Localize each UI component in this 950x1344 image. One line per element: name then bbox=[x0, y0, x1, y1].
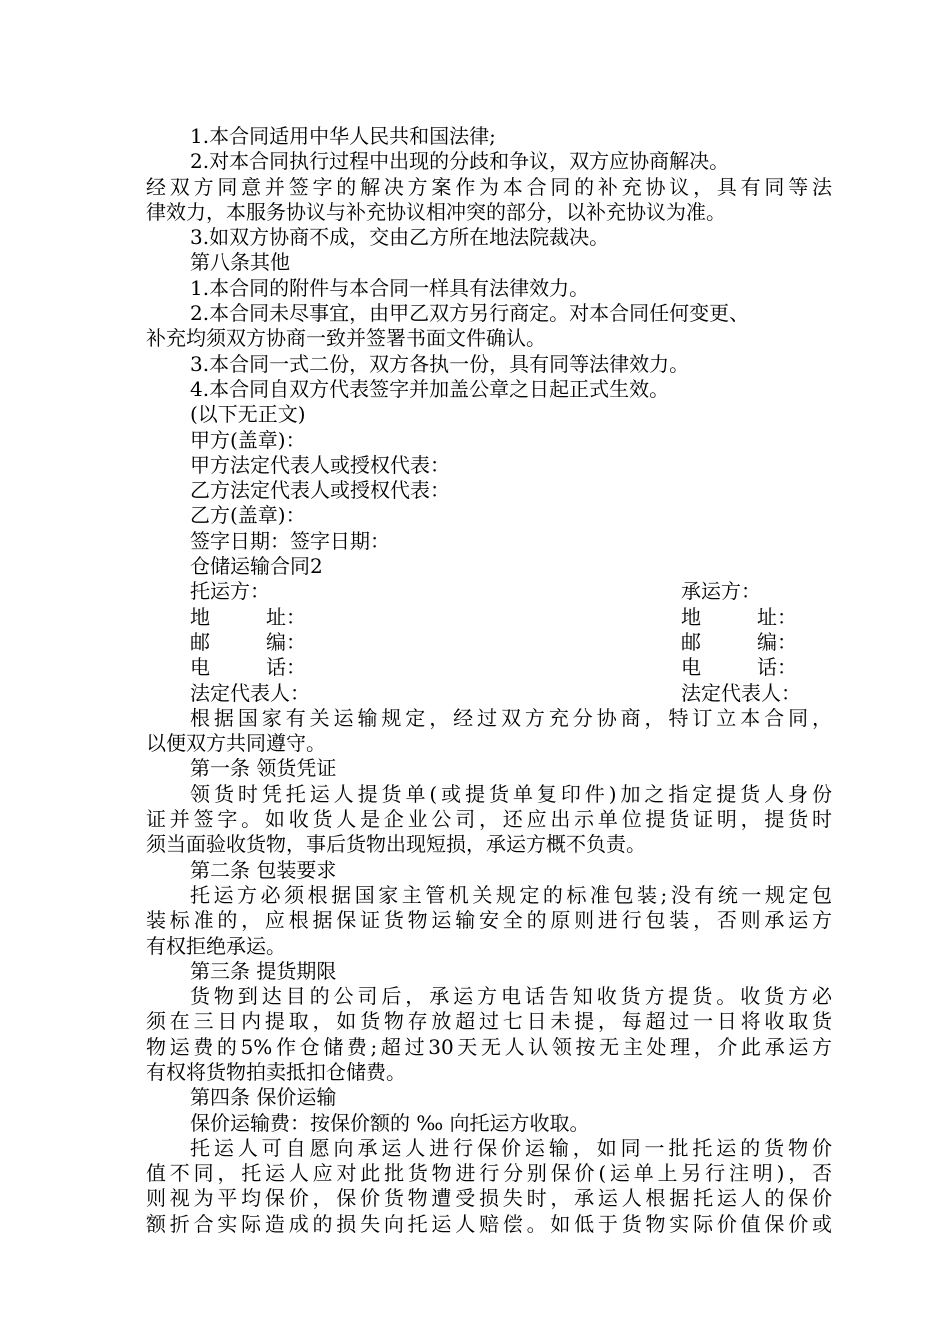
paragraph-line: 装标准的，应根据保证货物运输安全的原则进行包装，否则承运方 bbox=[146, 908, 832, 933]
paragraph-line: 经双方同意并签字的解决方案作为本合同的补充协议，具有同等法 bbox=[146, 174, 832, 199]
carrier-phone-label: 电 话： bbox=[681, 655, 797, 680]
paragraph-line: 律效力，本服务协议与补充协议相冲突的部分，以补充协议为准。 bbox=[146, 199, 726, 224]
paragraph-line: 物运费的5%作仓储费;超过30天无人认领按无主处理，介此承运方 bbox=[146, 1034, 832, 1059]
paragraph-line: 3.如双方协商不成，交由乙方所在地法院裁决。 bbox=[190, 225, 610, 250]
paragraph-line: 2.本合同未尽事宜，由甲乙双方另行商定。对本合同任何变更、 bbox=[190, 301, 750, 326]
signature-date-field: 签字日期：签字日期： bbox=[190, 528, 390, 553]
paragraph-line: 4.本合同自双方代表签字并加盖公章之日起正式生效。 bbox=[190, 376, 670, 401]
party-row-postcode bbox=[146, 630, 832, 655]
no-more-text-note: (以下无正文) bbox=[190, 402, 306, 427]
party-row-legal-rep bbox=[146, 681, 832, 706]
paragraph-line: 补充均须双方协商一致并签署书面文件确认。 bbox=[146, 326, 546, 351]
article-heading: 第一条 领货凭证 bbox=[190, 756, 337, 781]
paragraph-line: 2.对本合同执行过程中出现的分歧和争议，双方应协商解决。 bbox=[190, 149, 730, 174]
party-row-phone bbox=[146, 655, 832, 680]
paragraph-line: 须在三日内提取，如货物存放超过七日未提，每超过一日将收取货 bbox=[146, 1009, 832, 1034]
section-heading: 第八条其他 bbox=[190, 250, 290, 275]
paragraph-line: 托运方必须根据国家主管机关规定的标准包装;没有统一规定包 bbox=[190, 882, 832, 907]
paragraph-line: 根据国家有关运输规定，经过双方充分协商，特订立本合同， bbox=[190, 705, 832, 730]
paragraph-line: 值不同，托运人应对此批货物进行分别保价(运单上另行注明)，否 bbox=[146, 1161, 832, 1186]
shipper-phone-label: 电 话： bbox=[190, 655, 306, 680]
shipper-postcode-label: 邮 编： bbox=[190, 629, 306, 654]
contract-title: 仓储运输合同2 bbox=[190, 554, 323, 579]
paragraph-line: 有权拒绝承运。 bbox=[146, 933, 286, 958]
paragraph-line: 1.本合同适用中华人民共和国法律; bbox=[190, 124, 496, 148]
paragraph-line: 托运人可自愿向承运人进行保价运输，如同一批托运的货物价 bbox=[190, 1135, 832, 1160]
signature-field: 甲方(盖章)： bbox=[190, 427, 306, 452]
paragraph-line: 保价运输费：按保价额的 ‰ 向托运方收取。 bbox=[190, 1110, 590, 1135]
paragraph-line: 额折合实际造成的损失向托运人赔偿。如低于货物实际价值保价或 bbox=[146, 1211, 832, 1236]
shipper-address-label: 地 址： bbox=[190, 604, 306, 629]
document-body bbox=[146, 124, 832, 1237]
signature-field: 乙方(盖章)： bbox=[190, 503, 306, 528]
paragraph-line: 证并签字。如收货人是企业公司，还应出示单位提货证明，提货时 bbox=[146, 807, 832, 832]
paragraph-line: 则视为平均保价，保价货物遭受损失时，承运人根据托运人的保价 bbox=[146, 1186, 832, 1211]
article-heading: 第四条 保价运输 bbox=[190, 1085, 337, 1110]
party-row-address bbox=[146, 605, 832, 630]
paragraph-line: 货物到达目的公司后，承运方电话告知收货方提货。收货方必 bbox=[190, 984, 832, 1009]
paragraph-line: 有权将货物拍卖抵扣仓储费。 bbox=[146, 1059, 406, 1084]
carrier-postcode-label: 邮 编： bbox=[681, 629, 797, 654]
carrier-address-label: 地 址： bbox=[681, 604, 797, 629]
article-heading: 第三条 提货期限 bbox=[190, 958, 337, 983]
article-heading: 第二条 包装要求 bbox=[190, 857, 337, 882]
carrier-label: 承运方： bbox=[681, 579, 761, 604]
shipper-legal-rep-label: 法定代表人： bbox=[190, 680, 310, 705]
paragraph-line: 以便双方共同遵守。 bbox=[146, 731, 326, 756]
signature-field: 甲方法定代表人或授权代表： bbox=[190, 452, 450, 477]
paragraph-line: 领货时凭托运人提货单(或提货单复印件)加之指定提货人身份 bbox=[190, 781, 832, 806]
paragraph-line: 1.本合同的附件与本合同一样具有法律效力。 bbox=[190, 275, 590, 300]
paragraph-line: 3.本合同一式二份，双方各执一份，具有同等法律效力。 bbox=[190, 351, 690, 376]
signature-field: 乙方法定代表人或授权代表： bbox=[190, 478, 450, 503]
party-row-name bbox=[146, 579, 832, 604]
paragraph-line: 须当面验收货物，事后货物出现短损，承运方概不负责。 bbox=[146, 832, 646, 857]
carrier-legal-rep-label: 法定代表人： bbox=[681, 680, 801, 705]
shipper-label: 托运方： bbox=[190, 579, 270, 604]
